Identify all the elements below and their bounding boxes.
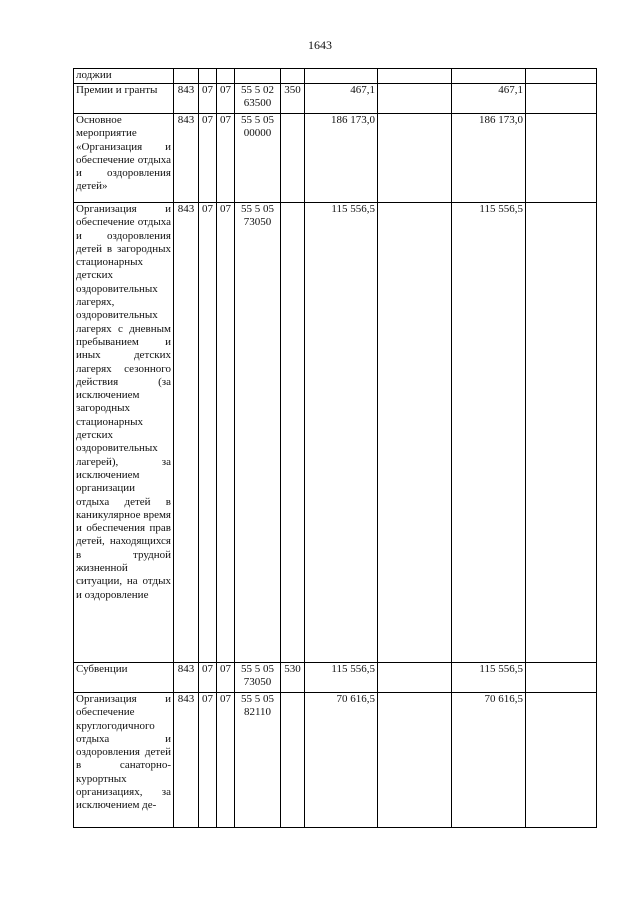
ministry-code: 843 <box>174 114 199 203</box>
last-cell <box>526 203 597 663</box>
sum-cell: 186 173,0 <box>305 114 378 203</box>
sum2-cell: 115 556,5 <box>452 663 526 693</box>
sum-cell: 467,1 <box>305 84 378 114</box>
expense-type-code <box>281 114 305 203</box>
table-row <box>74 69 597 84</box>
ministry-code: 843 <box>174 203 199 663</box>
target-code: 55 5 05 00000 <box>235 114 281 203</box>
last-cell <box>526 114 597 203</box>
sum-cell: 115 556,5 <box>305 203 378 663</box>
target-code: 55 5 05 73050 <box>235 663 281 693</box>
row-name: Организация и обеспечение круглогодичного отдыха и оздоровления детей в санаторно-курортных организациях, за исключением де- <box>74 693 174 828</box>
target-code <box>235 69 281 84</box>
row-name: лоджии <box>74 69 174 84</box>
subsection-code: 07 <box>217 84 235 114</box>
section-code: 07 <box>199 84 217 114</box>
subsection-code: 07 <box>217 203 235 663</box>
extra-cell <box>378 693 452 828</box>
section-code <box>199 69 217 84</box>
sum2-cell: 467,1 <box>452 84 526 114</box>
target-code: 55 5 05 82110 <box>235 693 281 828</box>
expense-type-code <box>281 203 305 663</box>
subsection-code: 07 <box>217 663 235 693</box>
sum-cell: 115 556,5 <box>305 663 378 693</box>
row-name: Организация и обеспечение отдыха и оздоровления детей в загородных стационарных детских оздоровительных лагерях, оздоровительных лагерях с дневным пребыванием и иных детских лагерях сезонного действия (за исключением загородных стационарных детских оздоровительных лагерей), за исключением организации отдыха детей в каникулярное время и обеспечения прав детей, находящихся в трудной жизненной ситуации, на отдых и оздоровление <box>74 203 174 663</box>
last-cell <box>526 69 597 84</box>
last-cell <box>526 693 597 828</box>
section-code: 07 <box>199 114 217 203</box>
expense-type-code: 530 <box>281 663 305 693</box>
table-row <box>74 663 597 693</box>
table-row <box>74 114 597 203</box>
sum2-cell <box>452 69 526 84</box>
target-code: 55 5 05 73050 <box>235 203 281 663</box>
table-row <box>74 84 597 114</box>
page-number: 1643 <box>308 38 332 52</box>
extra-cell <box>378 663 452 693</box>
subsection-code <box>217 69 235 84</box>
budget-table <box>73 68 597 828</box>
ministry-code <box>174 69 199 84</box>
sum-cell: 70 616,5 <box>305 693 378 828</box>
extra-cell <box>378 69 452 84</box>
section-code: 07 <box>199 663 217 693</box>
expense-type-code <box>281 693 305 828</box>
expense-type-code: 350 <box>281 84 305 114</box>
ministry-code: 843 <box>174 663 199 693</box>
last-cell <box>526 663 597 693</box>
section-code: 07 <box>199 693 217 828</box>
row-name: Субвенции <box>74 663 174 693</box>
sum2-cell: 70 616,5 <box>452 693 526 828</box>
section-code: 07 <box>199 203 217 663</box>
table-row <box>74 693 597 828</box>
sum2-cell: 186 173,0 <box>452 114 526 203</box>
extra-cell <box>378 84 452 114</box>
extra-cell <box>378 203 452 663</box>
table-row <box>74 203 597 663</box>
ministry-code: 843 <box>174 84 199 114</box>
subsection-code: 07 <box>217 114 235 203</box>
extra-cell <box>378 114 452 203</box>
expense-type-code <box>281 69 305 84</box>
row-name: Премии и гранты <box>74 84 174 114</box>
target-code: 55 5 02 63500 <box>235 84 281 114</box>
row-name: Основное мероприятие «Организация и обеспечение отдыха и оздоровления детей» <box>74 114 174 203</box>
ministry-code: 843 <box>174 693 199 828</box>
sum-cell <box>305 69 378 84</box>
sum2-cell: 115 556,5 <box>452 203 526 663</box>
subsection-code: 07 <box>217 693 235 828</box>
last-cell <box>526 84 597 114</box>
